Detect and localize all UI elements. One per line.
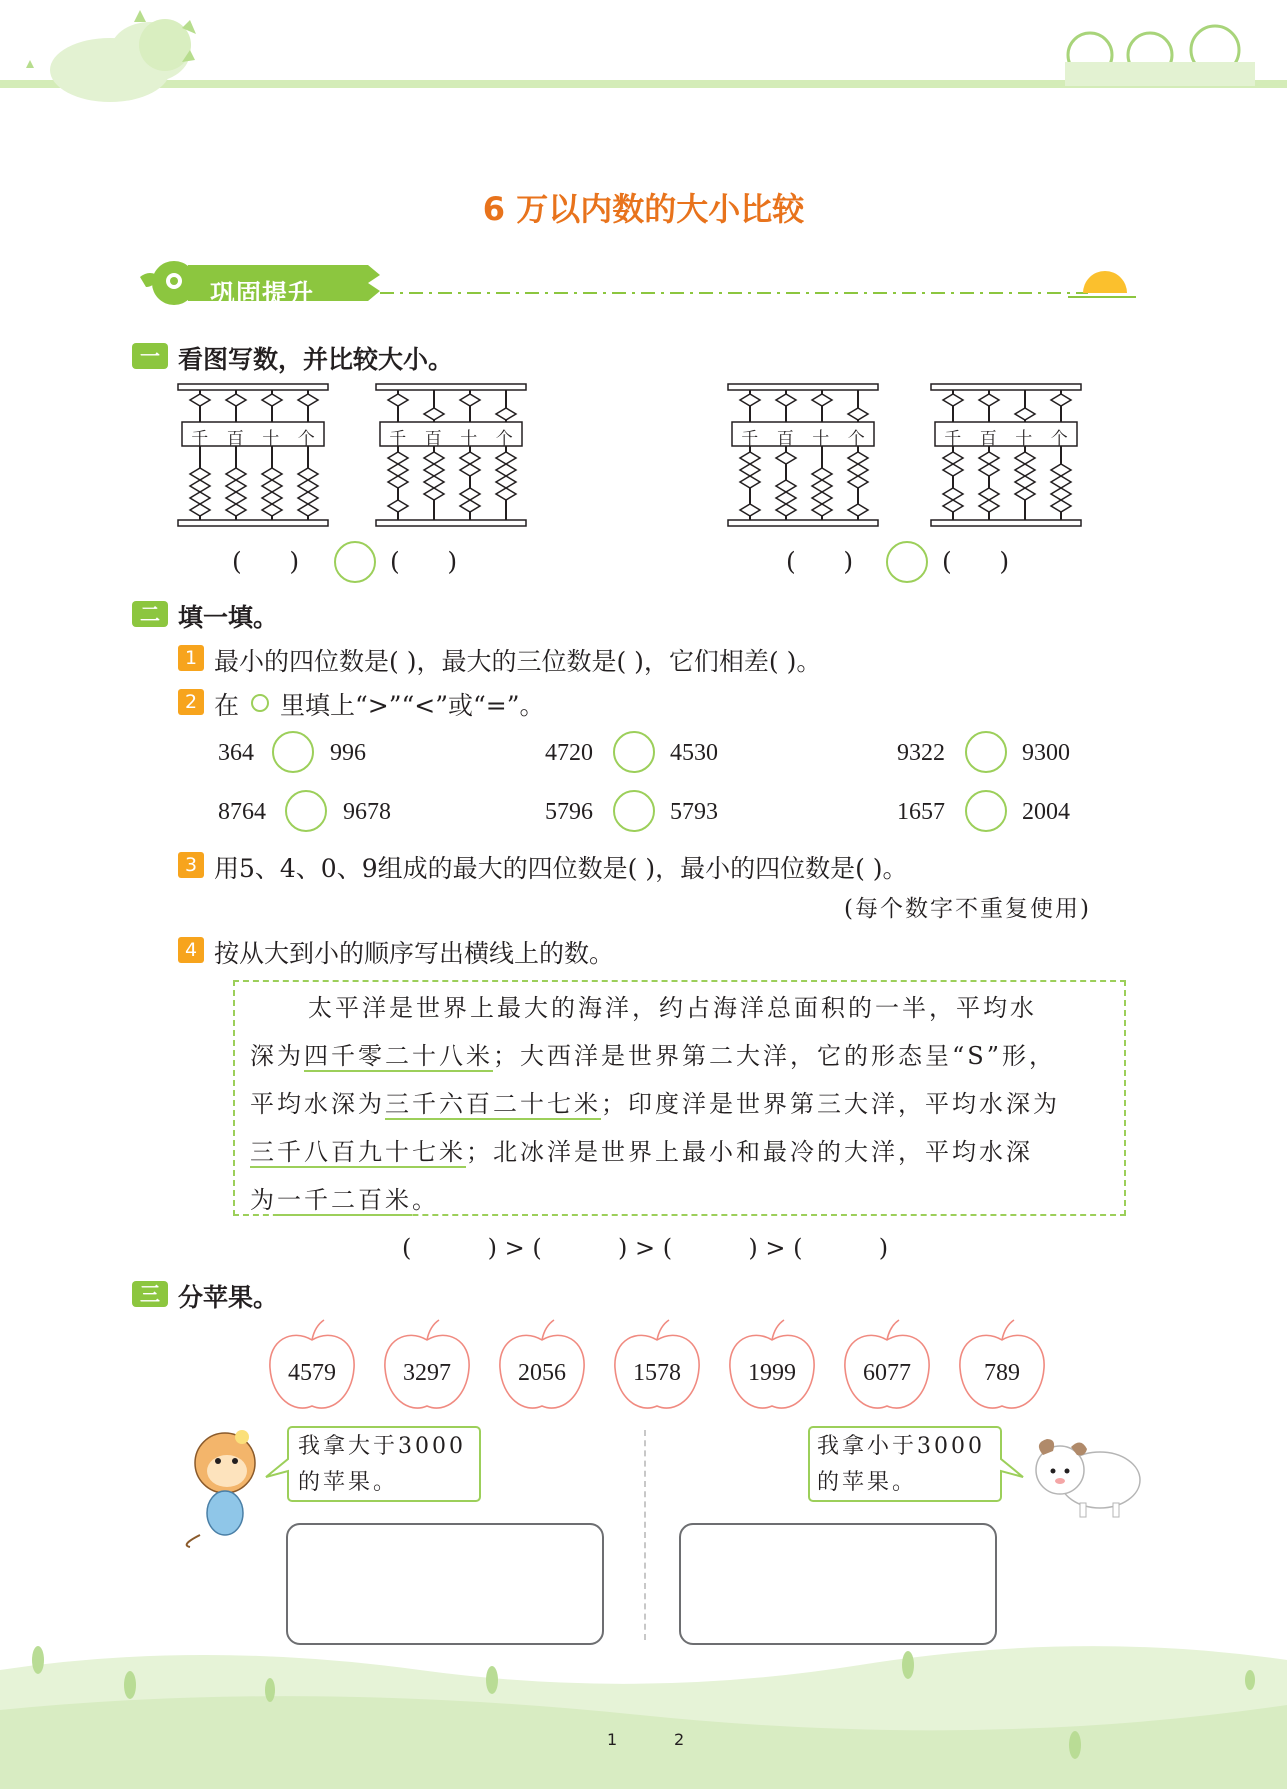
- compare-circle[interactable]: [965, 790, 1007, 832]
- section-3-badge: 三: [132, 1281, 168, 1307]
- section-1-title: 看图写数，并比较大小。: [178, 345, 454, 374]
- pair-1-left: 364: [218, 740, 254, 766]
- question-4-text: 按从大到小的顺序写出横线上的数。: [214, 939, 615, 968]
- compare-circle[interactable]: [613, 790, 655, 832]
- question-2-badge: 2: [178, 689, 204, 715]
- compare-circle[interactable]: [965, 731, 1007, 773]
- question-1-text: 最小的四位数是( )，最大的三位数是( )，它们相差( )。: [214, 647, 822, 676]
- abacus-1: [178, 384, 328, 526]
- answer-paren-4[interactable]: ( ): [942, 547, 1010, 576]
- section-2-title: 填一填。: [178, 603, 279, 632]
- compare-circle-1[interactable]: [334, 541, 376, 583]
- sheep-icon: [1025, 1425, 1145, 1525]
- apple-value: 6077: [863, 1360, 911, 1386]
- passage-line: 三千八百九十七米；北冰洋是世界上最小和最冷的大洋，平均水深: [250, 1138, 1033, 1166]
- question-4-badge: 4: [178, 937, 204, 963]
- abacus-4-labels: 千 百 十 个: [944, 429, 1068, 449]
- answer-paren-2[interactable]: ( ): [390, 547, 458, 576]
- apple-value: 789: [984, 1360, 1020, 1386]
- section-3-title: 分苹果。: [178, 1283, 279, 1312]
- passage-line: 为一千二百米。: [250, 1186, 439, 1214]
- passage-line: 深为四千零二十八米；大西洋是世界第二大洋，它的形态呈“S”形，: [250, 1042, 1056, 1070]
- abacus-4: [931, 384, 1081, 526]
- apple-value: 1578: [633, 1360, 681, 1386]
- question-1-badge: 1: [178, 645, 204, 671]
- right-bubble-text: 我拿小于3000 的苹果。: [817, 1434, 985, 1495]
- answer-paren-3[interactable]: ( ): [786, 547, 854, 576]
- pair-3-left: 9322: [897, 740, 945, 766]
- answer-paren-1[interactable]: ( ): [232, 547, 300, 576]
- pair-1-right: 996: [330, 740, 366, 766]
- question-3-note: (每个数字不重复使用): [844, 896, 1091, 922]
- question-2-pre: 在: [214, 691, 240, 720]
- abacus-group: [170, 380, 1090, 530]
- abacus-3: [728, 384, 878, 526]
- apple-value: 4579: [288, 1360, 336, 1386]
- underlined-number: 三千六百二十七米: [385, 1090, 601, 1118]
- compare-circle[interactable]: [613, 731, 655, 773]
- passage-line: 平均水深为三千六百二十七米；印度洋是世界第三大洋，平均水深为: [250, 1090, 1060, 1118]
- circle-icon: [251, 694, 269, 712]
- pair-2-left: 4720: [545, 740, 593, 766]
- question-2-post: 里填上“>”“<”或“=”。: [280, 691, 545, 720]
- header-decoration: [0, 0, 1287, 110]
- section-2-badge: 二: [132, 601, 168, 627]
- passage-line: 太平洋是世界上最大的海洋，约占海洋总面积的一半，平均水: [308, 994, 1037, 1022]
- banner-label: 巩固提升: [210, 279, 315, 308]
- underlined-number: 四千零二十八米: [304, 1042, 493, 1070]
- order-answer-line[interactable]: ( ) > ( ) > ( ) > ( ): [402, 1234, 889, 1262]
- apple-value: 1999: [748, 1360, 796, 1386]
- abacus-2: [376, 384, 526, 526]
- pair-2-right: 4530: [670, 740, 718, 766]
- abacus-1-labels: 千 百 十 个: [191, 429, 315, 449]
- compare-circle-2[interactable]: [886, 541, 928, 583]
- abacus-2-labels: 千 百 十 个: [389, 429, 513, 449]
- center-divider: [644, 1430, 646, 1640]
- compare-circle[interactable]: [285, 790, 327, 832]
- question-3-text: 用5、4、0、9组成的最大的四位数是( )，最小的四位数是( )。: [214, 854, 908, 883]
- page-number-left: 1: [607, 1730, 618, 1749]
- underlined-number: 三千八百九十七米: [250, 1138, 466, 1166]
- page-number-right: 2: [674, 1730, 685, 1749]
- apple-value: 3297: [403, 1360, 451, 1386]
- monkey-icon: [180, 1425, 270, 1550]
- pair-4-left: 8764: [218, 799, 266, 825]
- pair-6-left: 1657: [897, 799, 945, 825]
- apple-value: 2056: [518, 1360, 566, 1386]
- underlined-number: 一千二百米: [277, 1186, 412, 1214]
- question-3-badge: 3: [178, 852, 204, 878]
- pair-5-right: 5793: [670, 799, 718, 825]
- footer-landscape: [0, 1620, 1287, 1789]
- page-title: 6 万以内数的大小比较: [482, 190, 805, 228]
- left-bubble-text: 我拿大于3000 的苹果。: [298, 1434, 466, 1495]
- pair-5-left: 5796: [545, 799, 593, 825]
- abacus-3-labels: 千 百 十 个: [741, 429, 865, 449]
- pair-4-right: 9678: [343, 799, 391, 825]
- pair-6-right: 2004: [1022, 799, 1070, 825]
- section-1-badge: 一: [132, 343, 168, 369]
- pair-3-right: 9300: [1022, 740, 1070, 766]
- compare-circle[interactable]: [272, 731, 314, 773]
